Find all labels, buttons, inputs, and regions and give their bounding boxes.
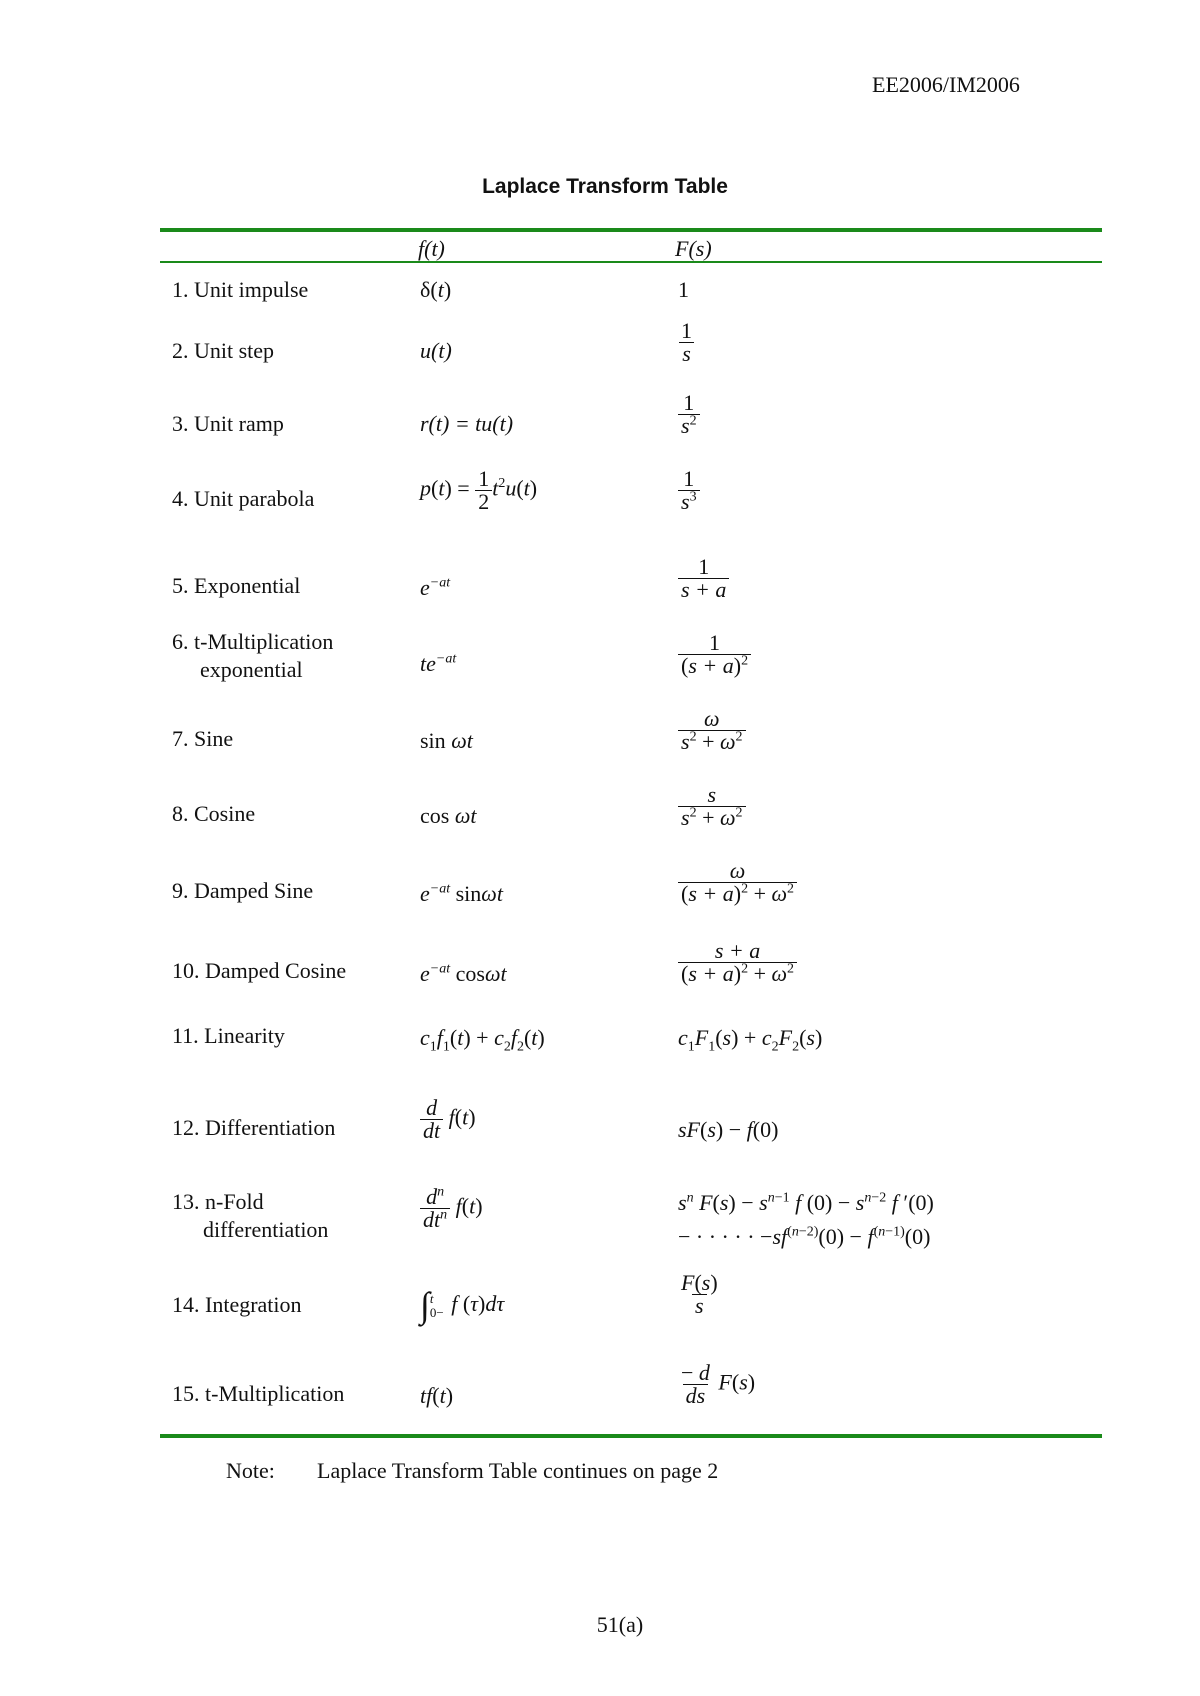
formula-ft-5: $e^{-at}$ xyxy=(420,575,451,600)
row-label-2: 2. Unit step xyxy=(172,338,275,363)
formula-ft-15: tf(t) xyxy=(420,1383,454,1408)
formula-fs-10: $\frac{s + a}{(s + a)^2 + \omega^2}$ xyxy=(678,940,797,985)
formula-ft-6: $te^{-at}$ xyxy=(420,651,457,676)
formula-fs-9: $\frac{\omega}{(s + a)^2 + \omega^2}$ xyxy=(678,860,797,905)
formula-fs-14: $\frac{F(s)}{s}$ xyxy=(681,1270,718,1318)
row-label-7: 7. Sine xyxy=(172,726,234,751)
formula-ft-4: p(t) = $\frac{1}{2}$ $t^2u(t)$ xyxy=(420,466,538,514)
formula-ft-2: u(t) xyxy=(420,338,452,363)
column-header-ft: f(t) xyxy=(418,236,445,261)
row-label-14: 14. Integration xyxy=(172,1292,302,1317)
column-header-fs: F(s) xyxy=(675,236,712,261)
formula-fs-1: 1 xyxy=(678,277,689,302)
table-top-rule xyxy=(160,228,1102,232)
formula-ft-14: ∫ t 0− f (τ)dτ xyxy=(420,1285,505,1325)
row-label-6-line2: exponential xyxy=(200,657,303,682)
row-label-4: 4. Unit parabola xyxy=(172,486,315,511)
row-label-12: 12. Differentiation xyxy=(172,1115,336,1140)
formula-fs-7: $\frac{\omega}{s^2 + \omega^2}$ xyxy=(678,708,746,753)
formula-ft-7: sin ωt xyxy=(420,728,473,753)
row-label-9: 9. Damped Sine xyxy=(172,878,314,903)
page-number: 51(a) xyxy=(596,1612,644,1637)
row-label-13: 13. n-Fold xyxy=(172,1189,264,1214)
formula-fs-4: $\frac{1}{s^3}$ xyxy=(678,468,700,513)
formula-fs-15: $\frac{- d}{ds}$ F(s) xyxy=(681,1360,756,1408)
row-label-6: 6. t-Multiplication xyxy=(172,629,334,654)
row-label-3: 3. Unit ramp xyxy=(172,411,284,436)
formula-fs-13-line2: − · · · · · $-sf^{(n-2)}(0) - f^{(n-1)}(0)$ xyxy=(678,1224,931,1249)
row-label-11: 11. Linearity xyxy=(172,1023,285,1048)
formula-ft-8: cos ωt xyxy=(420,803,477,828)
formula-ft-1: δ(t) xyxy=(420,277,452,302)
formula-fs-5: $\frac{1}{s + a}$ xyxy=(678,556,729,601)
table-bottom-rule xyxy=(160,1434,1102,1438)
formula-ft-12: $\frac{d}{dt}$ f(t) xyxy=(420,1097,476,1142)
row-label-8: 8. Cosine xyxy=(172,801,256,826)
formula-ft-11: $c_1f_1(t) + c_2f_2(t)$ xyxy=(420,1025,545,1055)
row-label-13-line2: differentiation xyxy=(203,1217,329,1242)
note-text: Laplace Transform Table continues on page 2 xyxy=(317,1458,719,1483)
page-title: Laplace Transform Table xyxy=(482,175,728,198)
formula-ft-10: $e^{-at}$ cosωt xyxy=(420,961,507,986)
formula-ft-3: r(t) = tu(t) xyxy=(420,411,514,436)
row-label-15: 15. t-Multiplication xyxy=(172,1381,345,1406)
table-header-rule xyxy=(160,261,1102,263)
formula-fs-12: sF(s) − f(0) xyxy=(678,1117,779,1142)
row-label-5: 5. Exponential xyxy=(172,573,301,598)
formula-fs-11: $c_1F_1(s) + c_2F_2(s)$ xyxy=(678,1025,823,1055)
formula-fs-2: $\frac{1}{s}$ xyxy=(681,318,692,366)
formula-ft-9: $e^{-at}$ sinωt xyxy=(420,881,503,906)
row-label-1: 1. Unit impulse xyxy=(172,277,309,302)
document-code: EE2006/IM2006 xyxy=(872,72,1020,97)
formula-fs-3: $\frac{1}{s^2}$ xyxy=(678,392,700,437)
note-label: Note: xyxy=(226,1458,275,1483)
formula-ft-13: $\frac{d^n}{dt^n}$ f(t) xyxy=(420,1186,483,1231)
formula-fs-8: $\frac{s}{s^2 + \omega^2}$ xyxy=(678,784,746,829)
formula-fs-6: $\frac{1}{(s + a)^2}$ xyxy=(678,632,751,677)
row-label-10: 10. Damped Cosine xyxy=(172,958,347,983)
formula-fs-13-line1: $s^n$ $F(s) - s^{n-1}$ f $(0) - s^{n-2}$ f ′(0) xyxy=(678,1190,934,1215)
